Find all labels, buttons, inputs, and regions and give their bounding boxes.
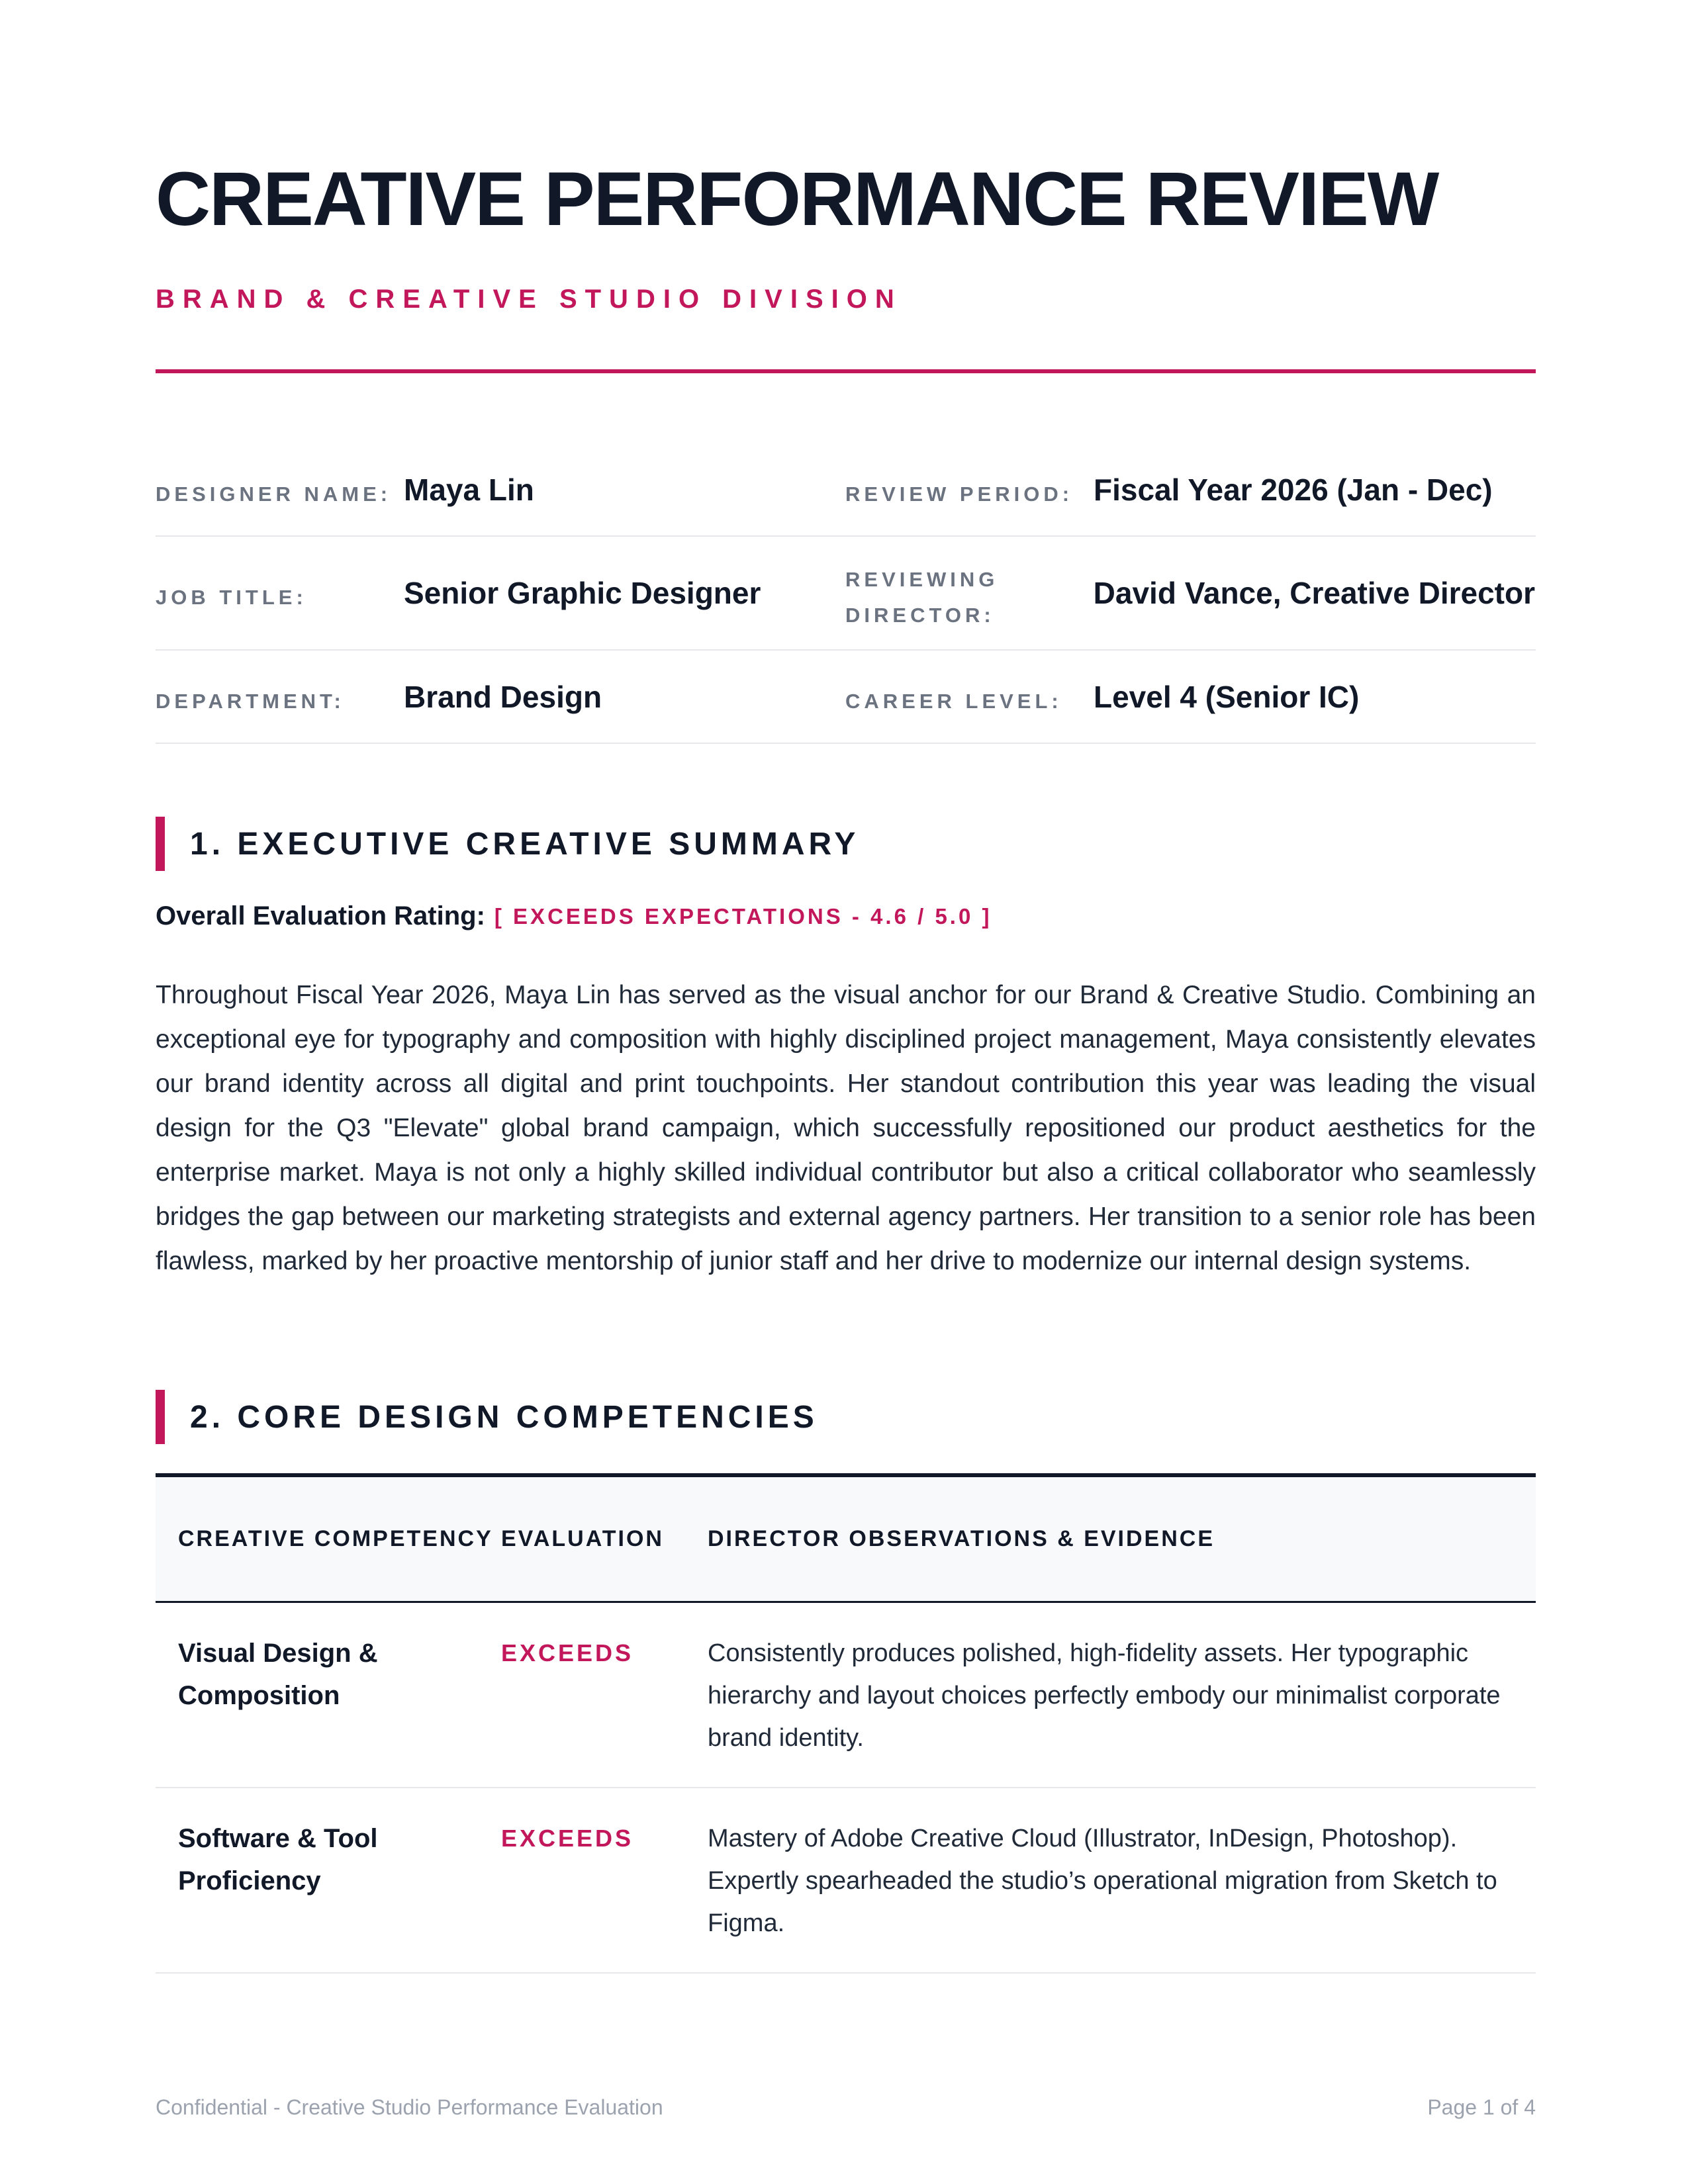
- rating-value: [ EXCEEDS EXPECTATIONS - 4.6 / 5.0 ]: [494, 903, 992, 929]
- evaluation-badge: EXCEEDS: [501, 1825, 634, 1852]
- reviewing-director-value: David Vance, Creative Director: [1093, 576, 1535, 610]
- competency-table: [156, 1473, 1536, 1974]
- job-title-value: Senior Graphic Designer: [404, 576, 761, 610]
- observations-text: Mastery of Adobe Creative Cloud (Illustrator, InDesign, Photoshop). Expertly spearheaded the studio’s operational migration from Sketch to Figma.: [708, 1825, 1497, 1937]
- column-header-competency: CREATIVE COMPETENCY: [178, 1526, 493, 1551]
- reviewing-director-label: REVIEWING DIRECTOR:: [845, 568, 999, 627]
- rating-label: Overall Evaluation Rating:: [156, 901, 485, 931]
- document-title: CREATIVE PERFORMANCE REVIEW: [156, 157, 1438, 242]
- column-header-observations: DIRECTOR OBSERVATIONS & EVIDENCE: [708, 1526, 1215, 1551]
- details-cell: [845, 443, 1535, 535]
- title-divider: [156, 369, 1536, 373]
- competency-name: Software & Tool Proficiency: [178, 1824, 378, 1895]
- footer-confidential-note: Confidential - Creative Studio Performance Evaluation: [156, 2095, 663, 2119]
- details-cell: [845, 651, 1535, 743]
- career-level-value: Level 4 (Senior IC): [1094, 679, 1360, 714]
- job-title-label: JOB TITLE:: [156, 586, 307, 609]
- designer-name-label: DESIGNER NAME:: [156, 482, 392, 506]
- table-row: [156, 1603, 1536, 1788]
- designer-name-value: Maya Lin: [404, 472, 534, 507]
- overall-rating: [156, 901, 992, 931]
- column-header-evaluation: EVALUATION: [501, 1526, 664, 1551]
- footer-page-number: Page 1 of 4: [1427, 2095, 1536, 2119]
- evaluation-badge: EXCEEDS: [501, 1639, 634, 1666]
- observations-text: Consistently produces polished, high-fidelity assets. Her typographic hierarchy and layout choices perfectly embody our minimalist corporate brand identity.: [708, 1639, 1501, 1752]
- department-label: DEPARTMENT:: [156, 689, 345, 713]
- document-subtitle: BRAND & CREATIVE STUDIO DIVISION: [156, 285, 902, 314]
- details-cell: [156, 443, 845, 535]
- details-row: [156, 537, 1536, 651]
- table-row: [156, 1788, 1536, 1974]
- details-cell: [845, 537, 1535, 649]
- review-period-value: Fiscal Year 2026 (Jan - Dec): [1094, 472, 1493, 507]
- details-row: [156, 651, 1536, 744]
- table-header: [156, 1473, 1536, 1603]
- details-row: [156, 443, 1536, 537]
- section-heading-summary: 1. EXECUTIVE CREATIVE SUMMARY: [156, 817, 859, 871]
- review-period-label: REVIEW PERIOD:: [845, 482, 1074, 506]
- document-page: [156, 0, 1536, 2184]
- review-details: [156, 443, 1536, 744]
- details-cell: [156, 537, 845, 649]
- details-cell: [156, 651, 845, 743]
- competency-name: Visual Design & Composition: [178, 1639, 378, 1710]
- summary-paragraph: Throughout Fiscal Year 2026, Maya Lin has served as the visual anchor for our Brand & Creative Studio. Combining an exceptional eye for typography and composition with highly disciplined project management, Maya consistently elevates our brand identity across all digital and print touchpoints. Her standout contribution this year was leading the visual design for the Q3 "Elevate" global brand campaign, which successfully repositioned our product aesthetics for the enterprise market. Maya is not only a highly skilled individual contributor but also a critical collaborator who seamlessly bridges the gap between our marketing strategists and external agency partners. Her transition to a senior role has been flawless, marked by her proactive mentorship of junior staff and her drive to modernize our internal design systems.: [156, 981, 1536, 1275]
- section-heading-competencies: 2. CORE DESIGN COMPETENCIES: [156, 1390, 818, 1444]
- career-level-label: CAREER LEVEL:: [845, 689, 1062, 713]
- department-value: Brand Design: [404, 679, 602, 714]
